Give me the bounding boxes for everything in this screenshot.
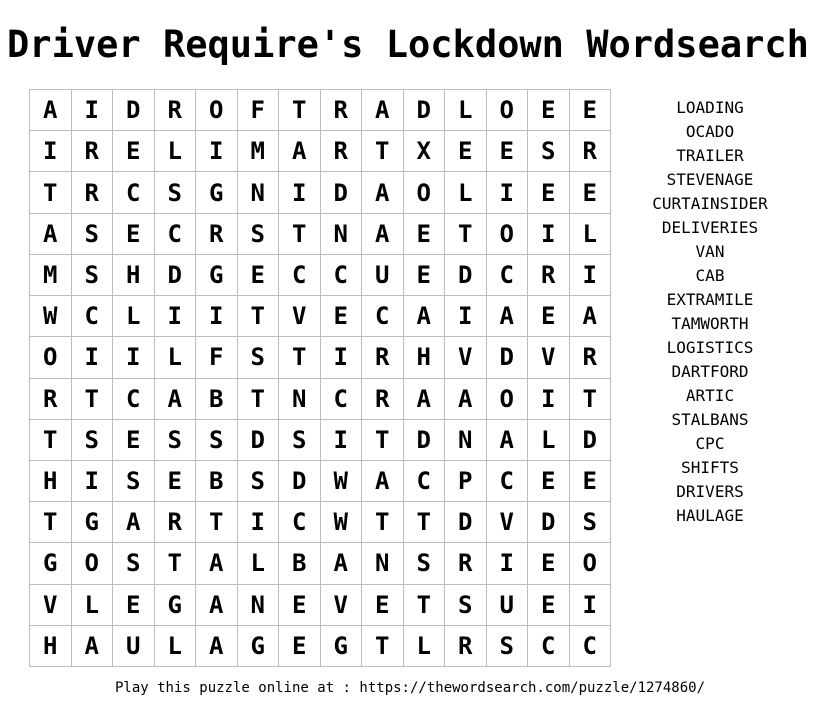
grid-cell: L — [238, 543, 280, 584]
grid-cell: T — [445, 214, 487, 255]
grid-cell: T — [404, 585, 446, 626]
grid-cell: S — [279, 420, 321, 461]
grid-cell: C — [487, 461, 529, 502]
grid-cell: A — [570, 296, 612, 337]
grid-cell: I — [570, 585, 612, 626]
grid-cell: D — [404, 420, 446, 461]
grid-cell: C — [570, 626, 612, 667]
grid-cell: R — [570, 337, 612, 378]
grid-cell: T — [362, 626, 404, 667]
grid-cell: S — [238, 461, 280, 502]
grid-cell: E — [487, 131, 529, 172]
letter-grid — [29, 89, 611, 667]
grid-cell: T — [570, 379, 612, 420]
grid-cell: E — [570, 172, 612, 213]
grid-cell: G — [321, 626, 363, 667]
grid-cell: G — [72, 502, 114, 543]
grid-cell: E — [570, 90, 612, 131]
grid-cell: D — [404, 90, 446, 131]
word-list-item: DARTFORD — [671, 362, 749, 381]
word-list-item: SHIFTS — [681, 458, 739, 477]
grid-cell: C — [113, 172, 155, 213]
grid-cell: A — [487, 296, 529, 337]
word-list-item: CAB — [695, 266, 725, 285]
grid-cell: B — [196, 379, 238, 420]
grid-cell: C — [487, 255, 529, 296]
grid-cell: E — [528, 172, 570, 213]
grid-cell: L — [404, 626, 446, 667]
grid-cell: I — [487, 543, 529, 584]
grid-cell: S — [528, 131, 570, 172]
grid-cell: T — [196, 502, 238, 543]
grid-cell: I — [279, 172, 321, 213]
grid-cell: H — [113, 255, 155, 296]
grid-cell: O — [196, 90, 238, 131]
grid-cell: I — [196, 296, 238, 337]
word-list-item: OCADO — [685, 122, 735, 141]
grid-cell: R — [445, 543, 487, 584]
grid-cell: B — [196, 461, 238, 502]
grid-cell: D — [238, 420, 280, 461]
grid-cell: R — [155, 502, 197, 543]
grid-cell: S — [404, 543, 446, 584]
grid-cell: S — [113, 461, 155, 502]
grid-cell: X — [404, 131, 446, 172]
grid-cell: T — [238, 379, 280, 420]
grid-cell: V — [528, 337, 570, 378]
grid-cell: L — [72, 585, 114, 626]
grid-cell: C — [155, 214, 197, 255]
word-list-item: LOGISTICS — [666, 338, 754, 357]
grid-cell: C — [321, 379, 363, 420]
grid-cell: O — [487, 379, 529, 420]
grid-cell: R — [362, 337, 404, 378]
grid-cell: A — [279, 131, 321, 172]
grid-cell: O — [487, 214, 529, 255]
grid-cell: R — [321, 90, 363, 131]
grid-cell: S — [570, 502, 612, 543]
grid-cell: N — [321, 214, 363, 255]
grid-cell: M — [238, 131, 280, 172]
grid-cell: E — [279, 626, 321, 667]
grid-cell: A — [362, 461, 404, 502]
grid-cell: D — [570, 420, 612, 461]
grid-cell: I — [528, 214, 570, 255]
grid-cell: E — [528, 543, 570, 584]
grid-cell: W — [321, 461, 363, 502]
grid-cell: P — [445, 461, 487, 502]
grid-cell: O — [487, 90, 529, 131]
grid-cell: R — [30, 379, 72, 420]
grid-cell: M — [30, 255, 72, 296]
grid-cell: T — [30, 502, 72, 543]
grid-cell: E — [528, 90, 570, 131]
grid-cell: T — [30, 172, 72, 213]
grid-cell: L — [445, 90, 487, 131]
grid-cell: T — [279, 90, 321, 131]
grid-cell: N — [362, 543, 404, 584]
grid-cell: C — [528, 626, 570, 667]
grid-cell: D — [445, 502, 487, 543]
grid-cell: C — [279, 502, 321, 543]
grid-cell: S — [487, 626, 529, 667]
grid-cell: D — [155, 255, 197, 296]
grid-cell: I — [72, 461, 114, 502]
grid-cell: C — [362, 296, 404, 337]
grid-cell: R — [445, 626, 487, 667]
grid-cell: T — [279, 337, 321, 378]
grid-cell: A — [445, 379, 487, 420]
grid-cell: T — [362, 420, 404, 461]
grid-cell: S — [196, 420, 238, 461]
word-list-item: EXTRAMILE — [666, 290, 754, 309]
grid-cell: S — [238, 214, 280, 255]
grid-cell: H — [404, 337, 446, 378]
grid-cell: R — [362, 379, 404, 420]
footer-link-text: Play this puzzle online at : https://thewordsearch.com/puzzle/1274860/ — [114, 680, 705, 696]
grid-cell: D — [487, 337, 529, 378]
grid-cell: A — [155, 379, 197, 420]
grid-cell: V — [487, 502, 529, 543]
grid-cell: S — [155, 172, 197, 213]
grid-cell: A — [30, 90, 72, 131]
grid-cell: L — [155, 131, 197, 172]
grid-cell: T — [155, 543, 197, 584]
grid-cell: B — [279, 543, 321, 584]
grid-cell: A — [196, 585, 238, 626]
grid-cell: G — [155, 585, 197, 626]
grid-cell: I — [113, 337, 155, 378]
grid-cell: A — [321, 543, 363, 584]
grid-cell: I — [30, 131, 72, 172]
grid-cell: T — [404, 502, 446, 543]
grid-cell: V — [279, 296, 321, 337]
grid-cell: E — [113, 585, 155, 626]
grid-cell: E — [113, 131, 155, 172]
word-list-item: CPC — [695, 434, 725, 453]
grid-cell: I — [321, 420, 363, 461]
grid-cell: I — [72, 337, 114, 378]
grid-cell: R — [321, 131, 363, 172]
grid-cell: W — [321, 502, 363, 543]
grid-cell: A — [362, 214, 404, 255]
grid-cell: I — [487, 172, 529, 213]
grid-cell: I — [570, 255, 612, 296]
grid-cell: E — [445, 131, 487, 172]
grid-cell: S — [113, 543, 155, 584]
grid-cell: C — [113, 379, 155, 420]
grid-cell: G — [196, 172, 238, 213]
grid-cell: O — [404, 172, 446, 213]
grid-cell: D — [528, 502, 570, 543]
grid-cell: T — [362, 131, 404, 172]
grid-cell: S — [238, 337, 280, 378]
grid-cell: N — [445, 420, 487, 461]
grid-cell: G — [196, 255, 238, 296]
grid-cell: T — [279, 214, 321, 255]
word-list-item: DRIVERS — [676, 482, 744, 501]
grid-cell: A — [72, 626, 114, 667]
word-list-item: VAN — [695, 242, 725, 261]
grid-cell: O — [30, 337, 72, 378]
grid-cell: I — [196, 131, 238, 172]
grid-cell: L — [570, 214, 612, 255]
grid-cell: E — [570, 461, 612, 502]
grid-cell: E — [155, 461, 197, 502]
grid-cell: E — [279, 585, 321, 626]
word-list — [630, 96, 790, 528]
grid-cell: N — [238, 585, 280, 626]
grid-cell: U — [113, 626, 155, 667]
grid-cell: F — [238, 90, 280, 131]
grid-cell: T — [30, 420, 72, 461]
grid-cell: D — [445, 255, 487, 296]
grid-cell: E — [528, 585, 570, 626]
word-list-item: ARTIC — [685, 386, 735, 405]
grid-cell: U — [487, 585, 529, 626]
grid-cell: L — [445, 172, 487, 213]
grid-cell: T — [238, 296, 280, 337]
word-list-item: TAMWORTH — [671, 314, 749, 333]
grid-cell: T — [362, 502, 404, 543]
grid-cell: E — [362, 585, 404, 626]
grid-cell: R — [570, 131, 612, 172]
grid-cell: N — [279, 379, 321, 420]
grid-cell: H — [30, 626, 72, 667]
grid-cell: E — [528, 296, 570, 337]
grid-cell: I — [72, 90, 114, 131]
grid-cell: A — [362, 90, 404, 131]
grid-cell: R — [72, 172, 114, 213]
grid-cell: E — [321, 296, 363, 337]
grid-cell: C — [404, 461, 446, 502]
grid-cell: I — [528, 379, 570, 420]
grid-cell: C — [279, 255, 321, 296]
grid-cell: W — [30, 296, 72, 337]
word-list-item: STEVENAGE — [666, 170, 754, 189]
grid-cell: G — [238, 626, 280, 667]
grid-cell: E — [238, 255, 280, 296]
grid-cell: V — [445, 337, 487, 378]
grid-cell: I — [238, 502, 280, 543]
grid-cell: S — [445, 585, 487, 626]
grid-cell: R — [528, 255, 570, 296]
grid-cell: S — [155, 420, 197, 461]
grid-cell: U — [362, 255, 404, 296]
grid-cell: C — [72, 296, 114, 337]
grid-cell: A — [196, 626, 238, 667]
grid-cell: L — [155, 626, 197, 667]
page-title: Driver Require's Lockdown Wordsearch — [7, 23, 809, 66]
word-list-item: STALBANS — [671, 410, 749, 429]
grid-cell: A — [404, 296, 446, 337]
grid-cell: L — [155, 337, 197, 378]
grid-cell: R — [155, 90, 197, 131]
grid-cell: O — [72, 543, 114, 584]
grid-cell: A — [113, 502, 155, 543]
grid-cell: D — [321, 172, 363, 213]
word-list-item: TRAILER — [676, 146, 744, 165]
grid-cell: S — [72, 214, 114, 255]
grid-cell: E — [113, 420, 155, 461]
grid-cell: V — [321, 585, 363, 626]
grid-cell: N — [238, 172, 280, 213]
grid-cell: R — [196, 214, 238, 255]
grid-cell: A — [404, 379, 446, 420]
word-list-item: CURTAINSIDER — [652, 194, 768, 213]
grid-cell: E — [528, 461, 570, 502]
grid-cell: A — [487, 420, 529, 461]
grid-cell: E — [113, 214, 155, 255]
grid-cell: L — [113, 296, 155, 337]
grid-cell: A — [30, 214, 72, 255]
grid-cell: T — [72, 379, 114, 420]
grid-cell: S — [72, 420, 114, 461]
grid-cell: I — [155, 296, 197, 337]
grid-cell: I — [445, 296, 487, 337]
grid-cell: E — [404, 255, 446, 296]
word-list-item: HAULAGE — [676, 506, 744, 525]
word-list-item: LOADING — [676, 98, 744, 117]
grid-cell: F — [196, 337, 238, 378]
grid-cell: A — [196, 543, 238, 584]
grid-cell: D — [279, 461, 321, 502]
grid-cell: S — [72, 255, 114, 296]
grid-cell: E — [404, 214, 446, 255]
grid-cell: R — [72, 131, 114, 172]
grid-cell: A — [362, 172, 404, 213]
grid-cell: G — [30, 543, 72, 584]
grid-cell: O — [570, 543, 612, 584]
grid-cell: C — [321, 255, 363, 296]
grid-cell: D — [113, 90, 155, 131]
word-list-item: DELIVERIES — [661, 218, 759, 237]
grid-cell: H — [30, 461, 72, 502]
grid-cell: I — [321, 337, 363, 378]
grid-cell: V — [30, 585, 72, 626]
grid-cell: L — [528, 420, 570, 461]
